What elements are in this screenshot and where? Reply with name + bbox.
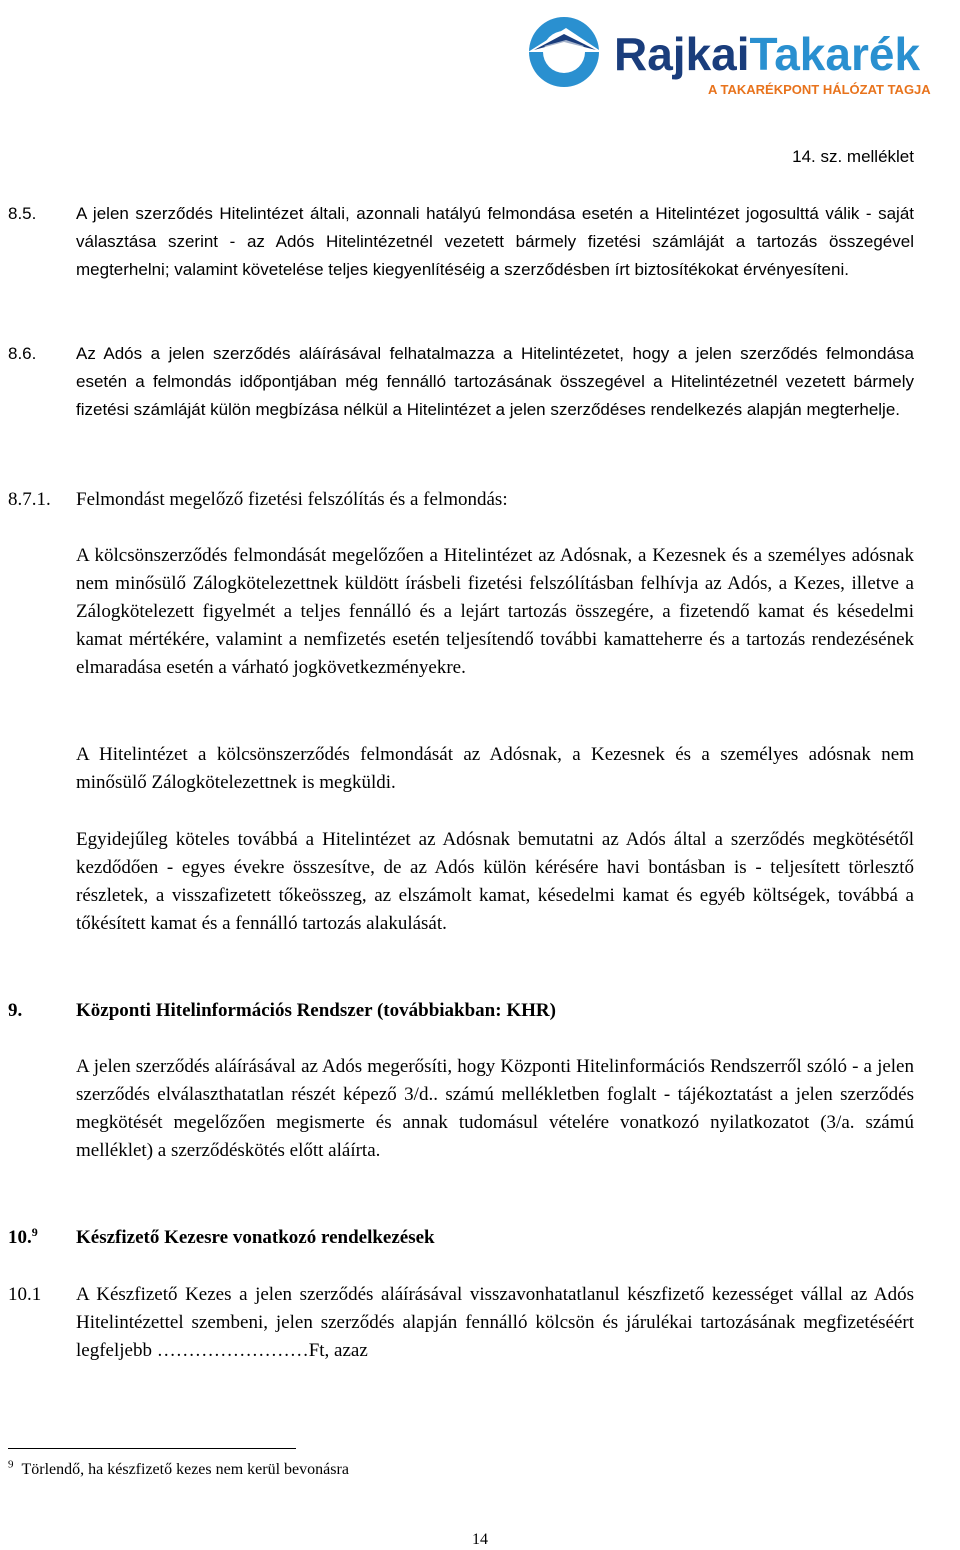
paragraph-text: A kölcsönszerződés felmondását megelőzően a Hitelintézet az Adósnak, a Kezesnek és a személyes adósnak nem minősülő Zálogkötelezettnek küldött írásbeli fizetési felszólításban felhívja az Adós, a Kezes, illetve a Zálogkötelezett figyelmét a teljes fennálló és a lejárt tartozás összegére, a fizetendő kamat és késedelmi kamat mértékére, valamint a nemfizetés esetén teljesítendő további kamatteherre és a tartozás rendezésének elmaradása esetén a várható jogkövetkezményekre.	[76, 545, 914, 678]
section-8-6	[8, 340, 914, 424]
footnote-text: Törlendő, ha készfizető kezes nem kerül bevonásra	[21, 1461, 349, 1478]
section-number: 10.$^9$	[8, 1224, 38, 1248]
section-heading: Felmondást megelőző fizetési felszólítás és a felmondás:	[76, 489, 508, 510]
paragraph-statement	[8, 826, 914, 938]
section-number: 8.5.	[8, 204, 37, 223]
footnote-reference: 9	[31, 1224, 38, 1239]
section-number: 8.6.	[8, 344, 37, 363]
svg-text:RajkaiTakarék	[614, 28, 920, 80]
footnote	[8, 1458, 349, 1482]
logo-text-accent: Takarék	[749, 28, 921, 80]
logo-tagline: A TAKARÉKPONT HÁLÓZAT TAGJA	[708, 82, 931, 97]
paragraph-termination	[8, 741, 914, 797]
paragraph-text: A jelen szerződés aláírásával az Adós megerősíti, hogy Központi Hitelinformációs Rendszerről szóló - a jelen szerződés elválaszthatatlan részét képező 3/d.. számú mellékletben foglalt - tájékoztatást a jelen szerződés megkötését megelőzően megismerte és annak tudomásul vételére vonatkozó nyilatkozatot (3/a. számú melléklet) a szerződéskötés előtt aláírta.	[76, 1056, 914, 1161]
section-number: 10.1	[8, 1284, 42, 1305]
section-text: Az Adós a jelen szerződés aláírásával felhatalmazza a Hitelintézetet, hogy a jelen szerződés felmondása esetén a felmondás időpontjában még fennálló tartozásának összegével a Hitelintézetnél vezetett bármely fizetési számláját külön megbízása nélkül a Hitelintézet a jelen szerződéses rendelkezés alapján megterhelje.	[76, 344, 914, 419]
company-logo	[526, 8, 956, 100]
section-9-heading	[8, 997, 914, 1025]
logo-text-dark: Rajkai	[614, 28, 750, 80]
section-text: A jelen szerződés Hitelintézet általi, azonnali hatályú felmondása esetén a Hitelintézet jogosulttá válik - saját választása szerint - az Adós Hitelintézetnél vezetett bármely fizetési számláját a tartozás összegével megterhelni; valamint követelése teljes kiegyenlítéséig a szerződésben írt biztosítékokat érvényesíteni.	[76, 204, 914, 279]
footnote-mark: 9	[8, 1458, 14, 1471]
section-number: 8.7.1.	[8, 489, 51, 510]
section-heading: Készfizető Kezesre vonatkozó rendelkezések	[76, 1227, 435, 1248]
section-8-7-1	[8, 486, 914, 514]
paragraph-text: A Hitelintézet a kölcsönszerződés felmondását az Adósnak, a Kezesnek és a személyes adósnak nem minősülő Zálogkötelezettnek is megküldi.	[76, 744, 914, 793]
section-number: 9.	[8, 1000, 23, 1021]
section-10-1	[8, 1281, 914, 1365]
section-heading: Központi Hitelinformációs Rendszer (továbbiakban: KHR)	[76, 1000, 556, 1021]
paragraph-notice	[8, 542, 914, 682]
rajkai-takarek-logo-icon	[526, 8, 956, 100]
annex-label: 14. sz. melléklet	[792, 147, 914, 166]
section-10-heading	[8, 1224, 914, 1252]
page-number: 14	[472, 1531, 488, 1548]
section-text: A Készfizető Kezes a jelen szerződés aláírásával visszavonhatatlanul készfizető kezességet vállal az Adós Hitelintézettel szembeni, jelen szerződés alapján fennálló kölcsön és járulékai tartozásának megfizetéséért legfeljebb ……………………Ft, azaz	[76, 1284, 914, 1361]
paragraph-khr	[8, 1053, 914, 1165]
section-8-5	[8, 200, 914, 284]
footnote-divider	[8, 1448, 296, 1449]
paragraph-text: Egyidejűleg köteles továbbá a Hitelintézet az Adósnak bemutatni az Adós által a szerződés megkötésétől kezdődően - egyes évekre összesítve, de az Adós külön kérésére havi bontásban is - teljesített törlesztő részletek, a visszafizetett tőkeösszeg, az elszámolt kamat, késedelmi kamat és egyéb költségek, továbbá a tőkésített kamat és a fennálló tartozás alakulását.	[76, 829, 914, 934]
